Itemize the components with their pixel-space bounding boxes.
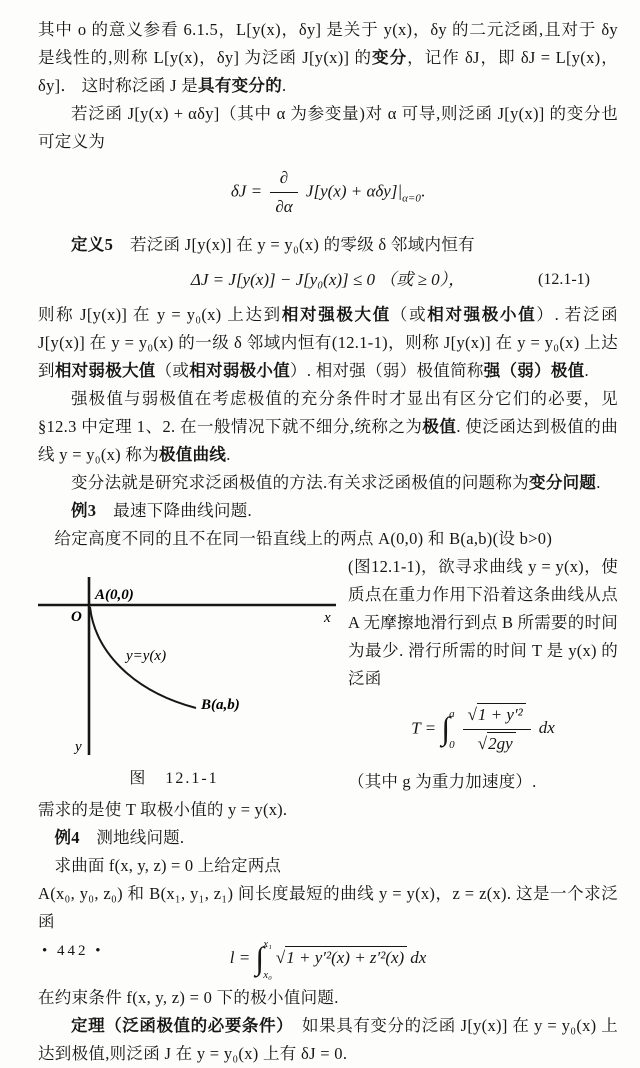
definition-5-label: 定义5 xyxy=(71,235,114,254)
paragraph-definition-5 xyxy=(38,231,618,259)
text-run: 给定高度不同的且不在同一铅直线上的两点 A(0,0) 和 B(a,b)(设 b>0) xyxy=(54,529,553,548)
keyword-has-variation: 具有变分的 xyxy=(198,76,283,95)
integral-upper-limit: x₁ xyxy=(263,937,272,950)
text-run: （其中 g 为重力加速度）. xyxy=(348,772,537,791)
text-run: 强极值与弱极值在考虑极值的充分条件时才显出有区分它们的必要，见 §12.3 中定理 1、2. 在一般情况下就不细分,统称之为 xyxy=(38,389,618,436)
text-run: 求曲面 f(x, y, z) = 0 上给定两点 xyxy=(54,856,282,875)
text-run: 测地线问题. xyxy=(79,828,185,847)
text-run: 变分法就是研究求泛函极值的方法.有关求泛函极值的问题称为 xyxy=(71,473,530,492)
keyword-bianfen: 变分 xyxy=(372,48,408,67)
paragraph-geodesic-setup xyxy=(38,852,618,880)
text-run: . xyxy=(596,473,601,492)
formula-dx: dx xyxy=(538,718,555,738)
text-run: 最速下降曲线问题. xyxy=(96,501,252,520)
keyword-strong-max: 相对强极大值 xyxy=(281,305,391,324)
theorem-label: 定理（泛函极值的必要条件） xyxy=(71,1015,285,1035)
radicand: 1 + y′²(x) + z′²(x) xyxy=(285,946,407,967)
paragraph-variational-problem xyxy=(38,469,618,497)
paragraph-geodesic-body xyxy=(38,880,618,936)
formula-time-functional xyxy=(38,703,618,756)
fraction xyxy=(270,166,297,219)
text-run: 在约束条件 f(x, y, z) = 0 下的极小值问题. xyxy=(38,987,339,1007)
text-run: 如果具有变分的泛函 J[y(x)] 在 y = y₀(x) 上达到极值,则泛函 J 在 y = y₀(x) 上有 δJ = 0. xyxy=(38,1015,619,1063)
origin-label: O xyxy=(71,609,82,625)
text-run: . xyxy=(226,445,231,464)
formula-lhs: l = xyxy=(229,948,255,967)
text-run: 若泛函 J[y(x)] 在 y = y₀(x) 的零级 δ 邻域内恒有 xyxy=(113,235,475,254)
text-run: ）. 相对强（弱）极值简称 xyxy=(290,361,484,380)
paragraph-example-4-title xyxy=(38,824,618,852)
text-run: 若泛函 J[y(x) + αδy]（其中 α 为参变量)对 α 可导,则泛函 J[y(x)] 的变分也可定义为 xyxy=(38,104,618,151)
integral-lower-limit: x₀ xyxy=(263,968,272,981)
fraction-numerator xyxy=(463,703,531,730)
paragraph-alpha-derivative xyxy=(38,100,618,156)
text-run: A(x₀, y₀, z₀) 和 B(x₁, y₁, z₁) 间长度最短的曲线 y = y(x)，z = z(x). 这是一个求泛函 xyxy=(38,884,618,931)
radicand: 1 + y′² xyxy=(477,703,526,724)
text-run: . xyxy=(584,361,589,380)
formula-subscript: α=0 xyxy=(402,192,421,205)
fraction-denominator xyxy=(463,730,531,756)
keyword-weak-min: 相对弱极小值 xyxy=(189,361,291,380)
paragraph-variation-definition xyxy=(38,16,618,100)
text-run: 其中 o 的意义参看 6.1.5，L[y(x)，δy] 是关于 y(x)，δy 的二元泛函,且对于 δy 是线性的,则称 L[y(x)，δy] 为泛函 J[y(x)] 的 xyxy=(38,20,618,67)
keyword-extremal-curve: 极值曲线 xyxy=(159,445,227,464)
formula-dx: dx xyxy=(410,948,427,967)
equation-12-1-1 xyxy=(38,265,618,295)
integral-sign: ∫ xyxy=(255,939,265,976)
text-run: 需求的是使 T 取极小值的 y = y(x). xyxy=(38,800,288,819)
formula-arc-length xyxy=(38,937,618,981)
integral-lower-limit: 0 xyxy=(449,739,455,752)
text-run: . 使泛函达到极值的曲线 y = y₀(x) 称为 xyxy=(38,417,619,464)
formula-lhs: T = xyxy=(411,718,441,738)
paragraph-extremum-remark xyxy=(38,385,618,469)
integral-sign: ∫ xyxy=(441,710,451,747)
text-run: （或 xyxy=(390,305,428,324)
keyword-weak-max: 相对弱极大值 xyxy=(54,361,156,380)
radical-sign: √ xyxy=(467,705,477,724)
keyword-variational-problem: 变分问题 xyxy=(529,473,597,492)
paragraph-example-3-title xyxy=(38,497,618,525)
paragraph-minimize-t xyxy=(38,796,618,824)
keyword-extremum: 极值 xyxy=(422,417,457,436)
curve-equation-label: y=y(x) xyxy=(126,648,167,664)
equation-number: (12.1-1) xyxy=(538,271,590,288)
example-4-label: 例4 xyxy=(54,828,80,847)
text-run: (图12.1-1)，欲寻求曲线 y = y(x)，使质点在重力作用下沿着这条曲线从点 A 无摩擦地滑行到点 B 所需要的时间为最少. 滑行所需的时间 T 是 y(x) 的泛函 xyxy=(348,557,618,688)
text-run: （或 xyxy=(155,361,190,380)
formula-lhs: δJ = xyxy=(230,181,267,201)
fraction xyxy=(463,703,531,756)
point-b-label: B(a,b) xyxy=(201,697,240,713)
paragraph-brachistochrone-setup xyxy=(38,525,618,553)
radical-sign: √ xyxy=(275,948,286,967)
paragraph-strong-weak-extrema xyxy=(38,301,618,385)
text-run: ）. 若泛函 J[y(x)] 在 y = y₀(x) 的一级 δ 邻域内恒有(12.1-1)，则称 J[y(x)] 在 y = y₀(x) 上达到 xyxy=(38,305,618,380)
formula-body: J[y(x) + αδy]| xyxy=(301,181,403,201)
example-3-label: 例3 xyxy=(71,501,97,520)
point-a-label: A(0,0) xyxy=(95,587,134,603)
paragraph-theorem-necessary-condition xyxy=(38,1012,618,1068)
integral xyxy=(255,937,274,981)
fraction-denominator: ∂α xyxy=(275,197,293,216)
text-run: 则称 J[y(x)] 在 y = y₀(x) 上达到 xyxy=(38,305,282,324)
figure-row xyxy=(38,553,618,880)
y-axis-label: y xyxy=(75,739,82,755)
text-run: . xyxy=(282,76,287,95)
page-number: • 442 • xyxy=(42,943,104,959)
figure-caption: 图 12.1-1 xyxy=(129,770,219,787)
integral-upper-limit: a xyxy=(449,708,455,721)
radical-sign: √ xyxy=(477,734,488,753)
formula-period: . xyxy=(420,181,426,201)
keyword-strong-weak-extremum: 强（弱）极值 xyxy=(483,361,585,380)
fraction-numerator: ∂ xyxy=(270,166,297,193)
formula-delta-j xyxy=(38,166,618,219)
text-run: ，记作 δJ，即 δJ = L[y(x)，δy]． 这时称泛函 J 是 xyxy=(38,48,618,95)
equation-body: ΔJ = J[y(x)] − J[y₀(x)] ≤ 0 （或 ≥ 0）， xyxy=(190,270,466,289)
radicand: 2gy xyxy=(487,732,516,753)
integral xyxy=(441,708,457,752)
keyword-strong-min: 相对强极小值 xyxy=(427,305,537,324)
x-axis-label: x xyxy=(324,610,331,626)
